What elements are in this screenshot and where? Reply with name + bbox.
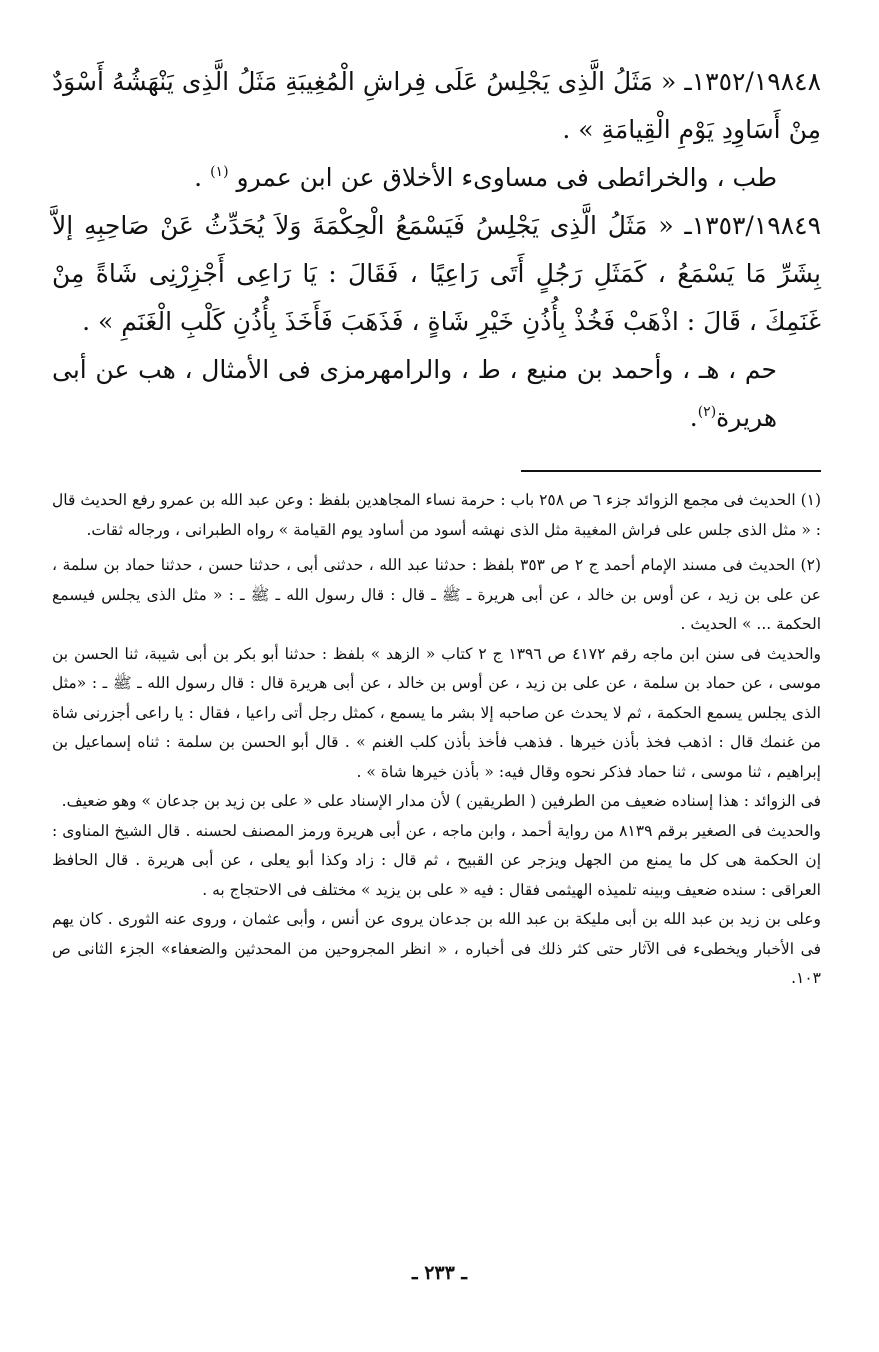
- hadith-1352-text: ١٣٥٢/١٩٨٤٨ـ « مَثَلُ الَّذِى يَجْلِسُ عَلَى فِراشِ الْمُغِيبَةِ مَثَلُ الَّذِى يَنْهَشُهُ أَسْوَدٌ مِنْ أَسَاوِدِ يَوْمِ الْقِيامَةِ » .: [52, 67, 821, 144]
- footnote-2-para-5: وعلى بن زيد بن عبد الله بن أبى مليكة بن عبد الله بن جدعان يروى عن أنس ، وأبى عثمان ، وروى عنه الثورى . كان يهم فى الأخبار ويخطىء فى الآثار حتى كثر ذلك فى أخباره ، « انظر المجروحين من المحدثين والضعفاء» الجزء الثانى ص ١٠٣.: [52, 910, 821, 987]
- hadith-1352-source: [52, 154, 821, 202]
- footnote-2-para-3: فى الزوائد : هذا إسناده ضعيف من الطرفين ( الطريقين ) لأن مدار الإسناد على « على بن زيد بن جدعان » وهو ضعيف.: [61, 792, 821, 810]
- hadith-1353-source-end: .: [689, 403, 698, 432]
- hadith-1353-source: [52, 346, 821, 442]
- hadith-1352-source-end: .: [194, 163, 211, 192]
- page-number: ـ ٢٣٣ ـ: [412, 1262, 467, 1284]
- hadith-1353-source-text: حم ، هـ ، وأحمد بن منيع ، ط ، والرامهرمزى فى الأمثال ، هب عن أبى هريرة: [52, 355, 777, 432]
- footnote-ref-2: (٢): [697, 404, 717, 420]
- footnote-1: (١) الحديث فى مجمع الزوائد جزء ٦ ص ٢٥٨ باب : حرمة نساء المجاهدين بلفظ : وعن عبد الله بن عمرو رفع الحديث قال : « مثل الذى جلس على فراش المغيبة مثل الذى نهشه أسود من أساود يوم القيامة » رواه الطبرانى ، ورجاله ثقات.: [52, 491, 822, 539]
- footnote-2-para-2: والحديث فى سنن ابن ماجه رقم ٤١٧٢ ص ١٣٩٦ ج ٢ كتاب « الزهد » بلفظ : حدثنا أبو بكر بن أبى شيبة، ثنا الحسن بن موسى ، عن حماد بن سلمة ، عن على بن زيد ، عن أوس بن خالد ، عن أبى هريرة قال : قال رسول الله ـ ﷺ ـ : «مثل الذى يجلس يسمع الحكمة ، ثم لا يحدث عن صاحبه إلا بشر ما يسمع ، كمثل رجل أتى راعيا ، فقال : يا راعى أجزرنى شاة من غنمك قال : اذهب فخذ بأذن خيرها . فذهب فأخذ بأذن كلب الغنم » . قال أبو الحسن بن سلمة : ثناه إسماعيل بن إبراهيم ، ثنا موسى ، ثنا حماد فذكر نحوه وقال فيه: « بأذن خيرها شاة » .: [52, 644, 822, 781]
- hadith-1353: [52, 202, 821, 346]
- footnote-separator: [521, 470, 821, 472]
- footnote-ref-1: (١): [210, 164, 229, 180]
- hadith-1352-source-text: طب ، والخرائطى فى مساوىء الأخلاق عن ابن عمرو: [236, 163, 777, 192]
- footnotes: [52, 486, 821, 994]
- footnote-2-para-4: والحديث فى الصغير برقم ٨١٣٩ من رواية أحمد ، وابن ماجه ، عن أبى هريرة ورمز المصنف لحسنه . قال الشيخ المناوى : إن الحكمة هى كل ما يمنع من الجهل ويزجر عن القبيح ، ثم قال : زاد وكذا أبو يعلى ، عن أبى هريرة . قال الحافظ العراقى : سنده ضعيف وبينه تلميذه الهيثمى فقال : فيه « على بن يزيد » مختلف فى الاحتجاج به .: [52, 821, 821, 899]
- hadith-1353-text: ١٣٥٣/١٩٨٤٩ـ « مَثَلُ الَّذِى يَجْلِسُ فَيَسْمَعُ الْحِكْمَةَ وَلاَ يُحَدِّثُ عَنْ صَاحِبِهِ إلاَّ بِشَرِّ مَا يَسْمَعُ ، كَمَثَلِ رَجُلٍ أَتَى رَاعِيًا ، فَقَالَ : يَا رَاعِى أَجْزِرْنِى شَاةً مِنْ غَنَمِكَ ، قَالَ : اذْهَبْ فَخُذْ بِأُذُنِ خَيْرِ شَاةٍ ، فَذَهَبَ فَأَخَذَ بِأُذُنِ كَلْبِ الْغَنَمِ » .: [52, 211, 821, 336]
- hadith-1352: [52, 58, 821, 154]
- book-page: [52, 58, 821, 1352]
- footnote-2-para-1: (٢) الحديث فى مسند الإمام أحمد ج ٢ ص ٣٥٣ بلفظ : حدثنا عبد الله ، حدثنى أبى ، حدثنا حسن ، حدثنا حماد بن سلمة ، عن على بن زيد ، عن أوس بن خالد ، عن أبى هريرة ـ ﷺ ـ قال : قال رسول الله ـ ﷺ ـ : « مثل الذى يجلس فيسمع الحكمة ... » الحديث .: [52, 556, 821, 633]
- main-text: [52, 58, 821, 442]
